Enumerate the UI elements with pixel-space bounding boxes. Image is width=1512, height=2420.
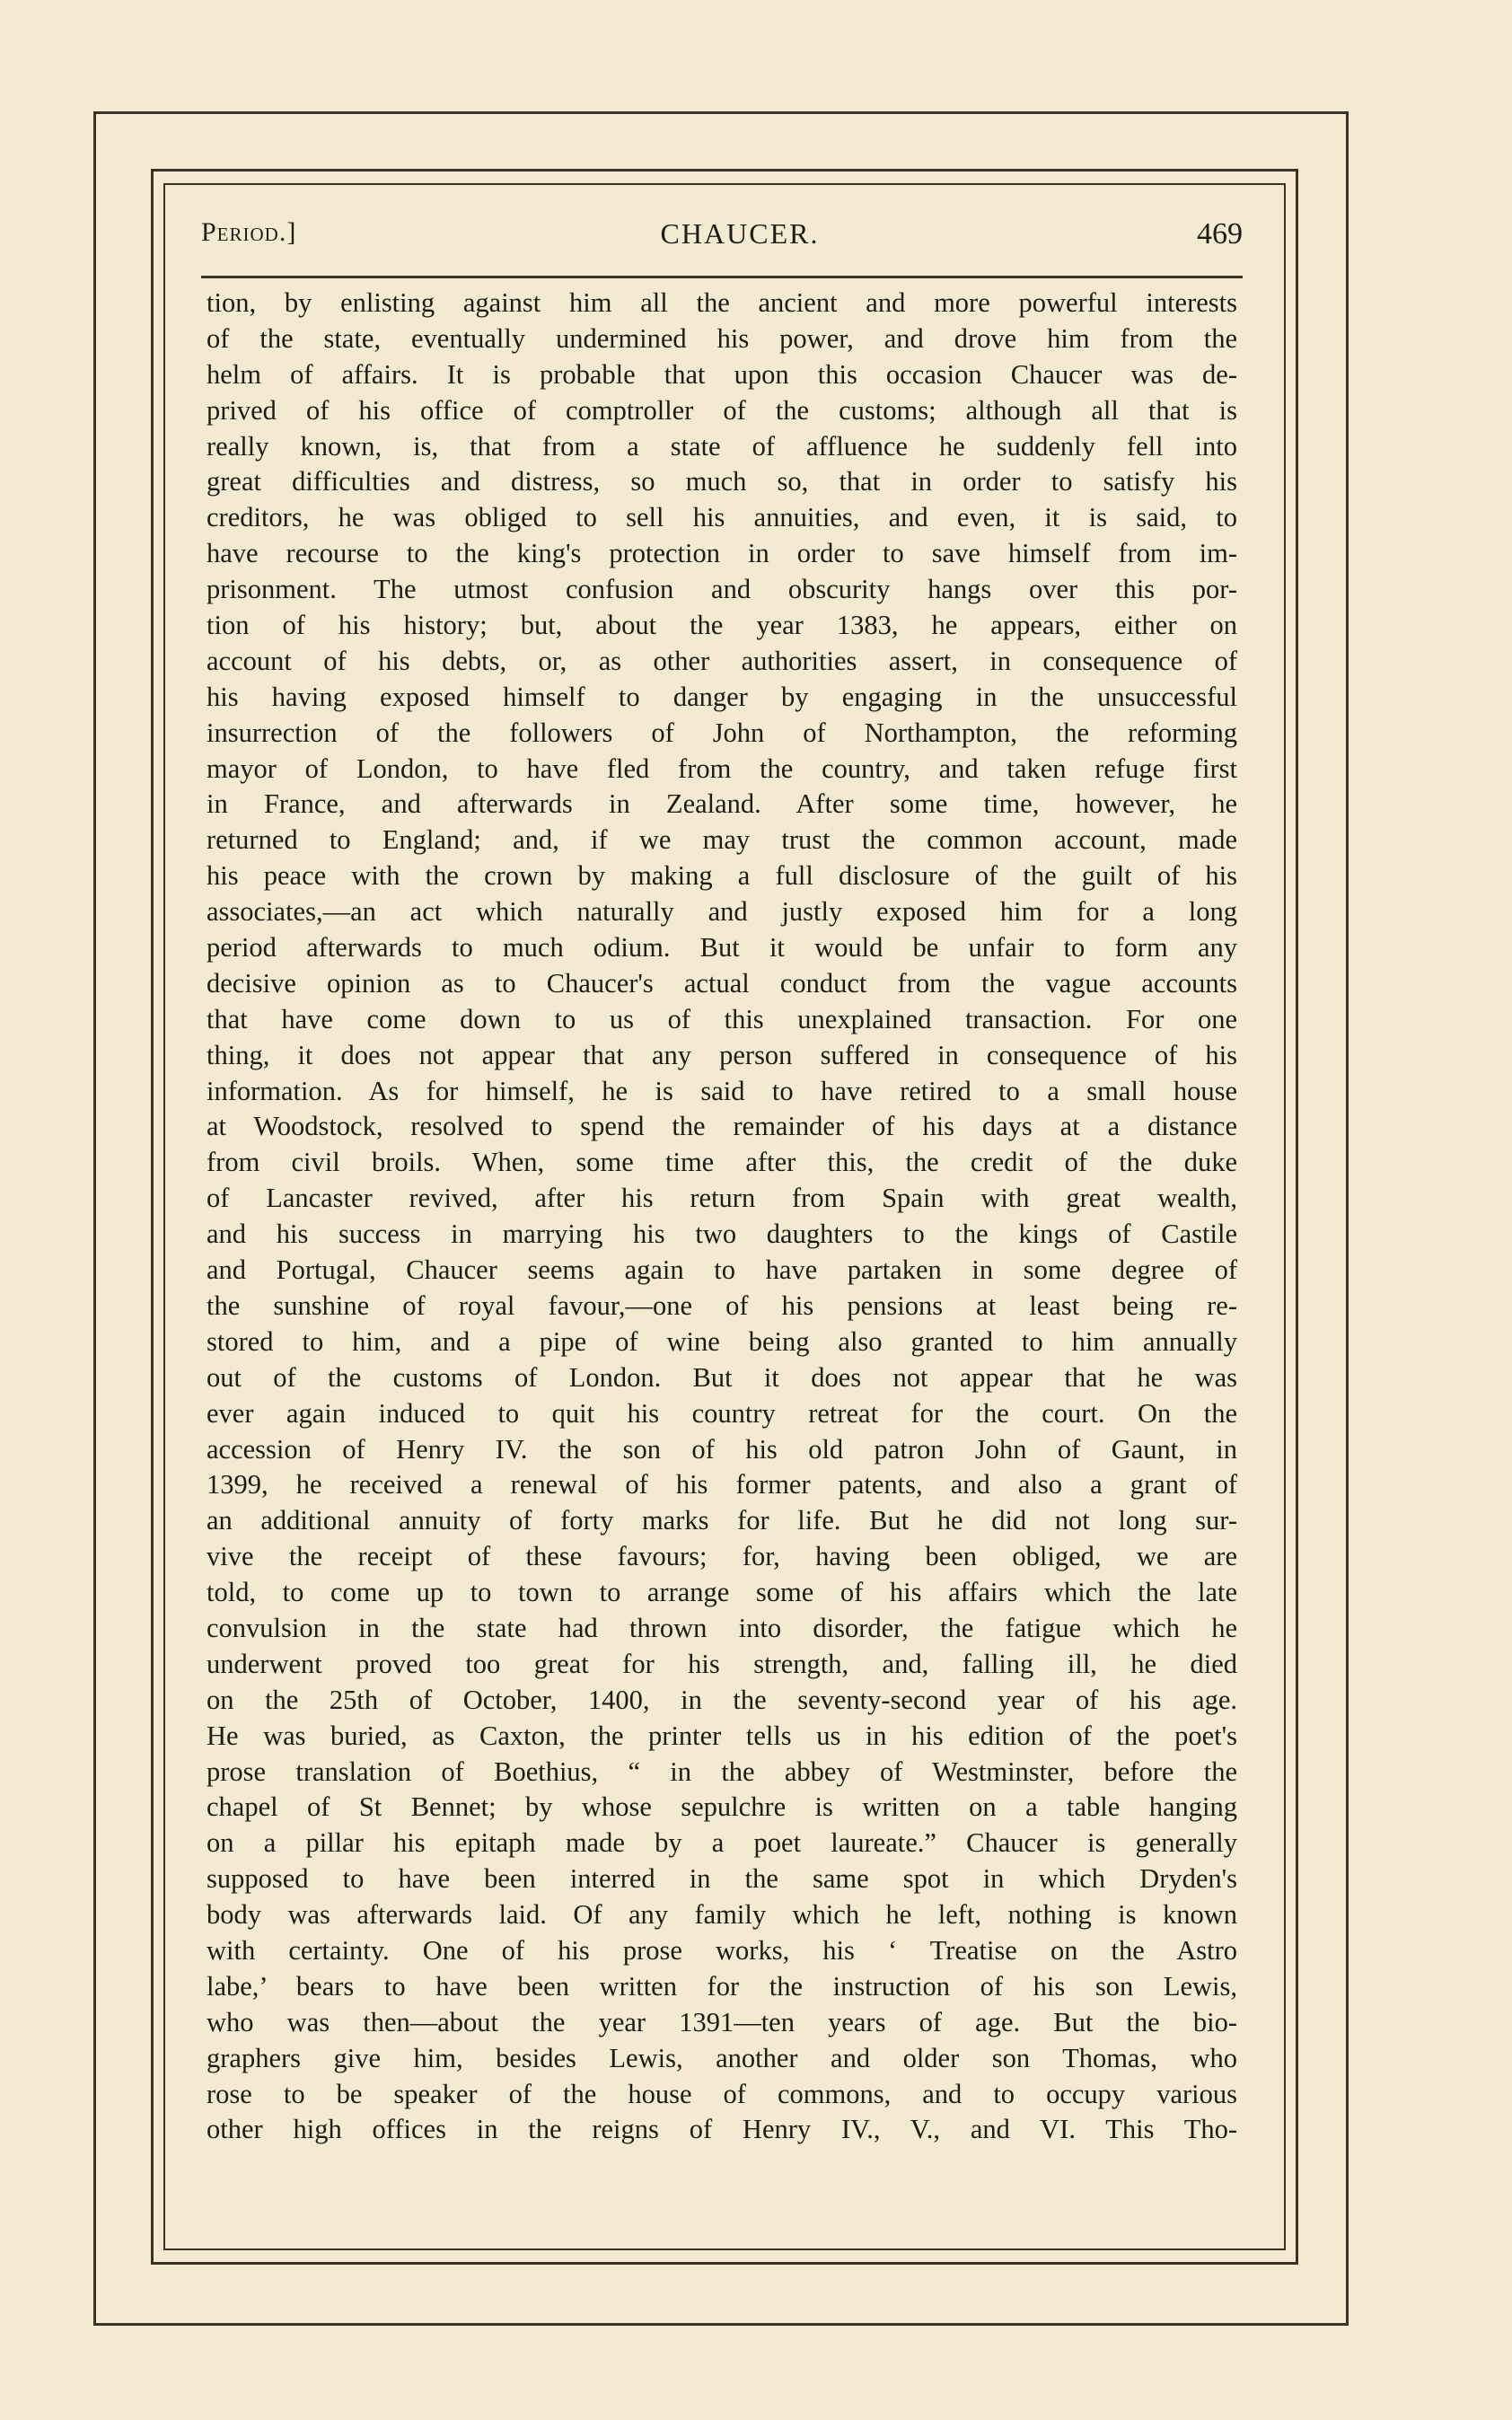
text-line: prived of his office of comptroller of the customs; although all that is <box>207 394 1237 426</box>
text-line: labe,’ bears to have been written for the instruction of his son Lewis, <box>207 1970 1237 2002</box>
text-line: chapel of St Bennet; by whose sepulchre is written on a table hanging <box>207 1791 1237 1823</box>
text-line: associates,—an act which naturally and justly exposed him for a long <box>207 896 1237 928</box>
text-line: told, to come up to town to arrange some of his affairs which the late <box>207 1577 1237 1608</box>
text-line: really known, is, that from a state of affluence he suddenly fell into <box>207 430 1237 462</box>
text-line: his having exposed himself to danger by engaging in the unsuccessful <box>207 681 1237 712</box>
text-line: accession of Henry IV. the son of his old patron John of Gaunt, in <box>207 1433 1237 1465</box>
text-line: He was buried, as Caxton, the printer tells us in his edition of the poet's <box>207 1720 1237 1751</box>
text-line: in France, and afterwards in Zealand. After some time, however, he <box>207 788 1237 820</box>
text-line: that have come down to us of this unexplained transaction. For one <box>207 1003 1237 1034</box>
text-line: vive the receipt of these favours; for, having been obliged, we are <box>207 1541 1237 1572</box>
text-line: prisonment. The utmost confusion and obscurity hangs over this por- <box>207 574 1237 605</box>
text-line: insurrection of the followers of John of Northampton, the reforming <box>207 717 1237 748</box>
body-text <box>207 286 1237 2148</box>
header-rule <box>201 276 1243 278</box>
text-line: on the 25th of October, 1400, in the seventy-second year of his age. <box>207 1684 1237 1715</box>
text-line: returned to England; and, if we may trust the common account, made <box>207 824 1237 856</box>
text-line: period afterwards to much odium. But it would be unfair to form any <box>207 932 1237 964</box>
text-line: an additional annuity of forty marks for life. But he did not long sur- <box>207 1505 1237 1536</box>
text-line: of the state, eventually undermined his power, and drove him from the <box>207 322 1237 354</box>
text-line: out of the customs of London. But it does not appear that he was <box>207 1361 1237 1393</box>
text-line: account of his debts, or, as other authorities assert, in consequence of <box>207 645 1237 676</box>
text-line: ever again induced to quit his country retreat for the court. On the <box>207 1397 1237 1429</box>
text-line: thing, it does not appear that any person suffered in consequence of his <box>207 1039 1237 1070</box>
running-title: CHAUCER. <box>660 217 820 250</box>
text-line: and Portugal, Chaucer seems again to have partaken in some degree of <box>207 1254 1237 1286</box>
running-section: Period.] <box>201 217 297 247</box>
text-line: tion, by enlisting against him all the ancient and more powerful interests <box>207 287 1237 318</box>
text-line: body was afterwards laid. Of any family which he left, nothing is known <box>207 1899 1237 1931</box>
text-line: other high offices in the reigns of Henry IV., V., and VI. This Tho- <box>207 2114 1237 2145</box>
text-line: supposed to have been interred in the same spot in which Dryden's <box>207 1863 1237 1895</box>
text-line: of Lancaster revived, after his return from Spain with great wealth, <box>207 1183 1237 1214</box>
text-line: decisive opinion as to Chaucer's actual conduct from the vague accounts <box>207 967 1237 999</box>
text-line: convulsion in the state had thrown into disorder, the fatigue which he <box>207 1612 1237 1643</box>
text-line: 1399, he received a renewal of his former patents, and also a grant of <box>207 1469 1237 1500</box>
text-line: helm of affairs. It is probable that upon this occasion Chaucer was de- <box>207 358 1237 390</box>
text-line: mayor of London, to have fled from the country, and taken refuge first <box>207 752 1237 784</box>
text-line: underwent proved too great for his strength, and, falling ill, he died <box>207 1648 1237 1679</box>
text-line: information. As for himself, he is said to have retired to a small house <box>207 1075 1237 1106</box>
text-line: stored to him, and a pipe of wine being also granted to him annually <box>207 1325 1237 1357</box>
text-line: from civil broils. When, some time after this, the credit of the duke <box>207 1147 1237 1178</box>
text-line: the sunshine of royal favour,—one of his pensions at least being re- <box>207 1289 1237 1321</box>
text-line: his peace with the crown by making a full disclosure of the guilt of his <box>207 860 1237 892</box>
text-line: on a pillar his epitaph made by a poet laureate.” Chaucer is generally <box>207 1827 1237 1859</box>
page-number: 469 <box>1197 217 1243 251</box>
text-line: tion of his history; but, about the year 1383, he appears, either on <box>207 610 1237 641</box>
text-line: creditors, he was obliged to sell his annuities, and even, it is said, to <box>207 502 1237 533</box>
text-line: great difficulties and distress, so much so, that in order to satisfy his <box>207 466 1237 497</box>
text-line: have recourse to the king's protection in order to save himself from im- <box>207 538 1237 569</box>
text-line: and his success in marrying his two daughters to the kings of Castile <box>207 1219 1237 1250</box>
text-line: who was then—about the year 1391—ten years of age. But the bio- <box>207 2006 1237 2037</box>
text-line: with certainty. One of his prose works, his ‘ Treatise on the Astro <box>207 1934 1237 1966</box>
text-line: prose translation of Boethius, “ in the abbey of Westminster, before the <box>207 1756 1237 1787</box>
text-line: graphers give him, besides Lewis, another and older son Thomas, who <box>207 2042 1237 2073</box>
running-header <box>201 217 1243 271</box>
text-line: at Woodstock, resolved to spend the remainder of his days at a distance <box>207 1111 1237 1142</box>
text-line: rose to be speaker of the house of commons, and to occupy various <box>207 2078 1237 2109</box>
